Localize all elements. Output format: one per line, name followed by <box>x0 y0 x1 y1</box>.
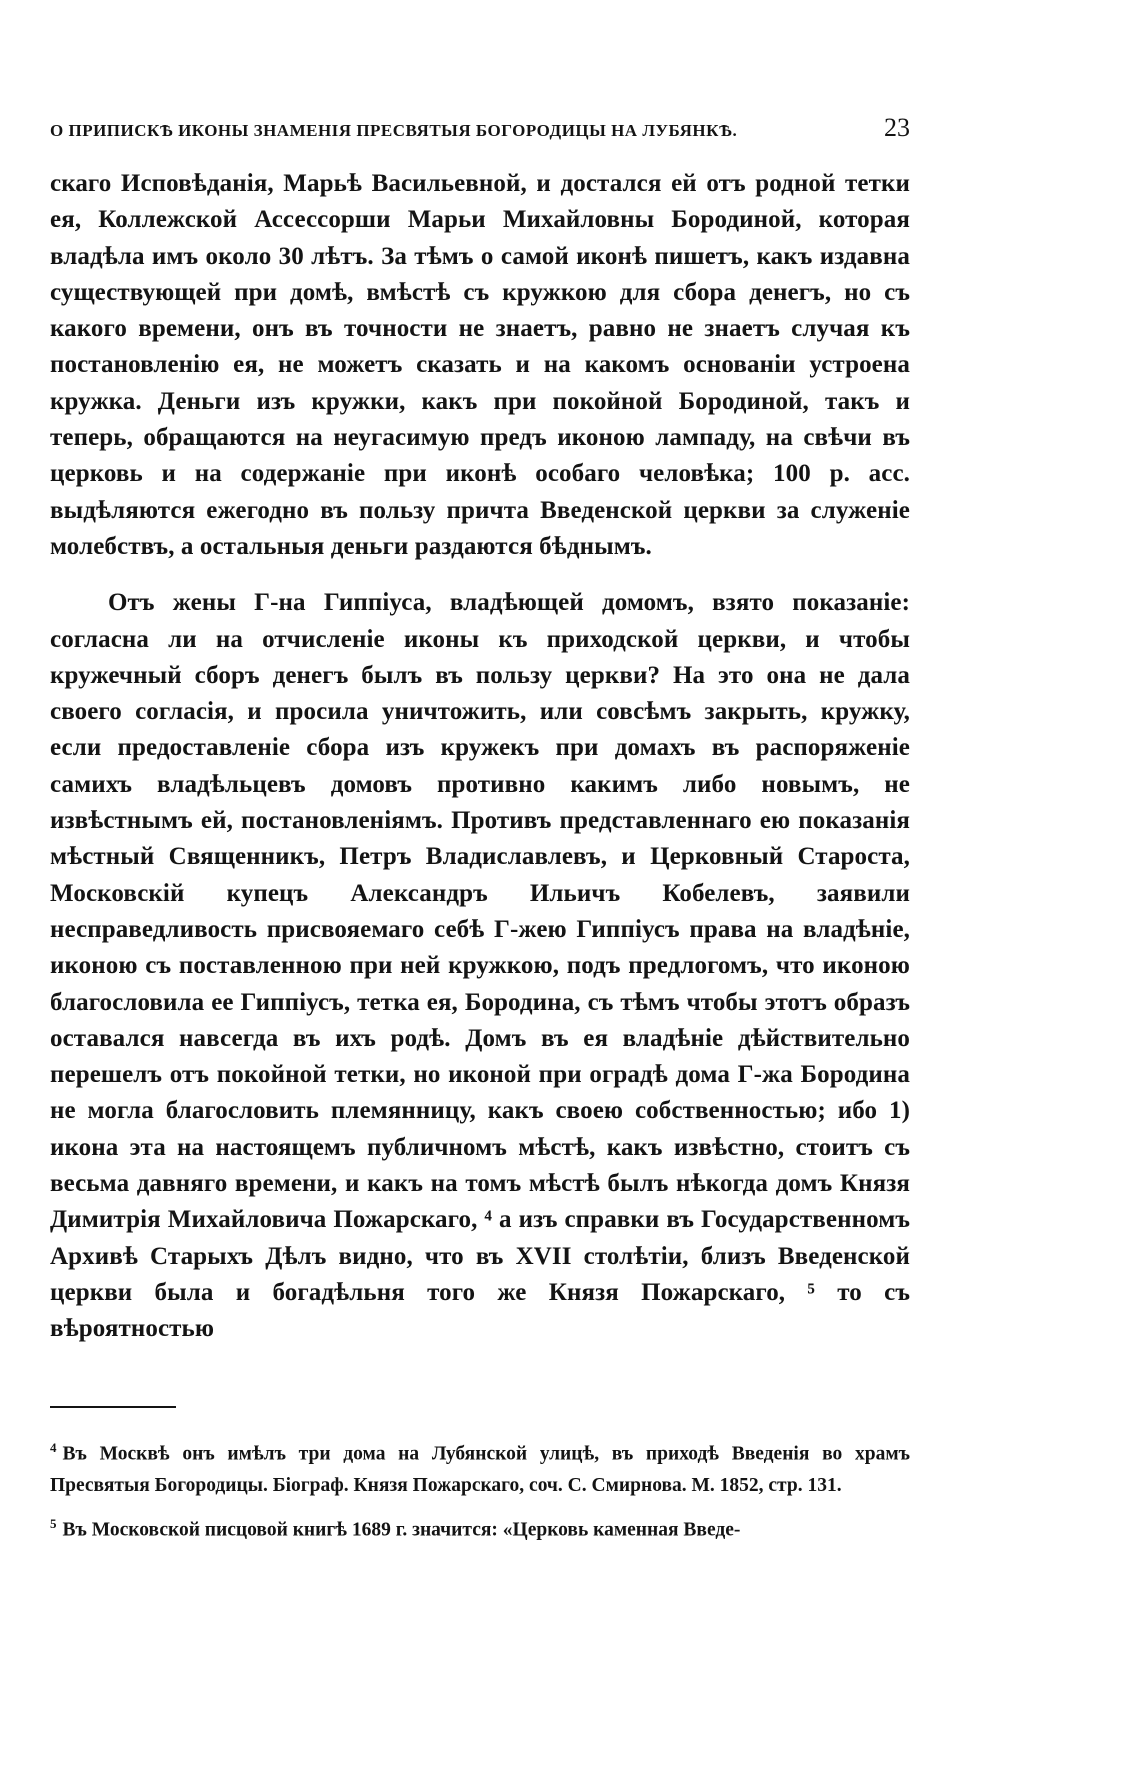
body-text <box>50 166 910 1348</box>
paragraph: Отъ жены Г-на Гиппіуса, владѣющей домомъ, взято показаніе: согласна ли на отчисленіе иконы къ приходской церкви, и чтобы кружечный сборъ денегъ былъ въ пользу церкви? На это она не дала своего согласія, и просила уничтожить, или совсѣмъ закрыть, кружку, если предоставленіе сбора изъ кружекъ при домахъ въ распоряженіе самихъ владѣльцевъ домовъ противно какимъ либо новымъ, не извѣстнымъ ей, постановленіямъ. Противъ представленнаго ею показанія мѣстный Священникъ, Петръ Владиславлевъ, и Церковный Староста, Московскій купецъ Александръ Ильичъ Кобелевъ, заявили несправедливость присвояемаго себѣ Г-жею Гиппіусъ права на владѣніе, иконою съ поставленною при ней кружкою, подъ предлогомъ, что иконою благословила ее Гиппіусъ, тетка ея, Бородина, съ тѣмъ чтобы этотъ образъ оставался навсегда въ ихъ родѣ. Домъ въ ея владѣніе дѣйствительно перешелъ отъ покойной тетки, но иконой при оградѣ дома Г-жа Бородина не могла благословить племянницу, какъ своею собственностью; ибо 1) икона эта на настоящемъ публичномъ мѣстѣ, какъ извѣстно, стоитъ съ весьма давняго времени, и какъ на томъ мѣстѣ былъ нѣкогда домъ Князя Димитрія Михайловича Пожарскаго, ⁴ а изъ справки въ Государственномъ Архивѣ Старыхъ Дѣлъ видно, что въ XVII столѣтіи, близъ Введенской церкви была и богадѣльня того же Князя Пожарскаго, ⁵ то съ вѣроятностью <box>50 589 910 1343</box>
footnote-text: Въ Московской писцовой книгѣ 1689 г. значится: «Церковь каменная Введе- <box>62 1519 741 1541</box>
footnote-marker: 4 <box>50 1439 57 1455</box>
page-number: 23 <box>884 113 910 142</box>
running-head <box>50 108 910 148</box>
running-title: О ПРИПИСКѢ ИКОНЫ ЗНАМЕНІЯ ПРЕСВЯТЫЯ БОГОРОДИЦЫ НА ЛУБЯНКѢ. <box>50 121 738 140</box>
footnote-text: Въ Москвѣ онъ имѣлъ три дома на Лубянской улицѣ, въ приходѣ Введенія во храмъ Пресвятыя Богородицы. Біограф. Князя Пожарскаго, соч. С. Смирнова. М. 1852, стр. 131. <box>50 1443 910 1496</box>
footnote <box>50 1432 910 1503</box>
paragraph-continued: скаго Исповѣданія, Марьѣ Васильевной, и достался ей отъ родной тетки ея, Коллежской Ассессорши Марьи Михайловны Бородиной, которая владѣла имъ около 30 лѣтъ. За тѣмъ о самой иконѣ пишетъ, какъ издавна существующей при домѣ, вмѣстѣ съ кружкою для сбора денегъ, но съ какого времени, онъ въ точности не знаетъ, равно не знаетъ случая къ постановленію ея, не можетъ сказать и на какомъ основаніи устроена кружка. Деньги изъ кружки, какъ при покойной Бородиной, такъ и теперь, обращаются на неугасимую предъ иконою лампаду, на свѣчи въ церковь и на содержаніе при иконѣ особаго человѣка; 100 р. асс. выдѣляются ежегодно въ пользу причта Введенской церкви за служеніе молебствъ, а остальныя деньги раздаются бѣднымъ. <box>50 170 910 560</box>
footnote-marker: 5 <box>50 1516 57 1531</box>
book-page <box>50 108 910 1553</box>
footnote <box>50 1508 910 1547</box>
footnote-divider <box>50 1406 176 1408</box>
footnotes <box>50 1432 910 1547</box>
